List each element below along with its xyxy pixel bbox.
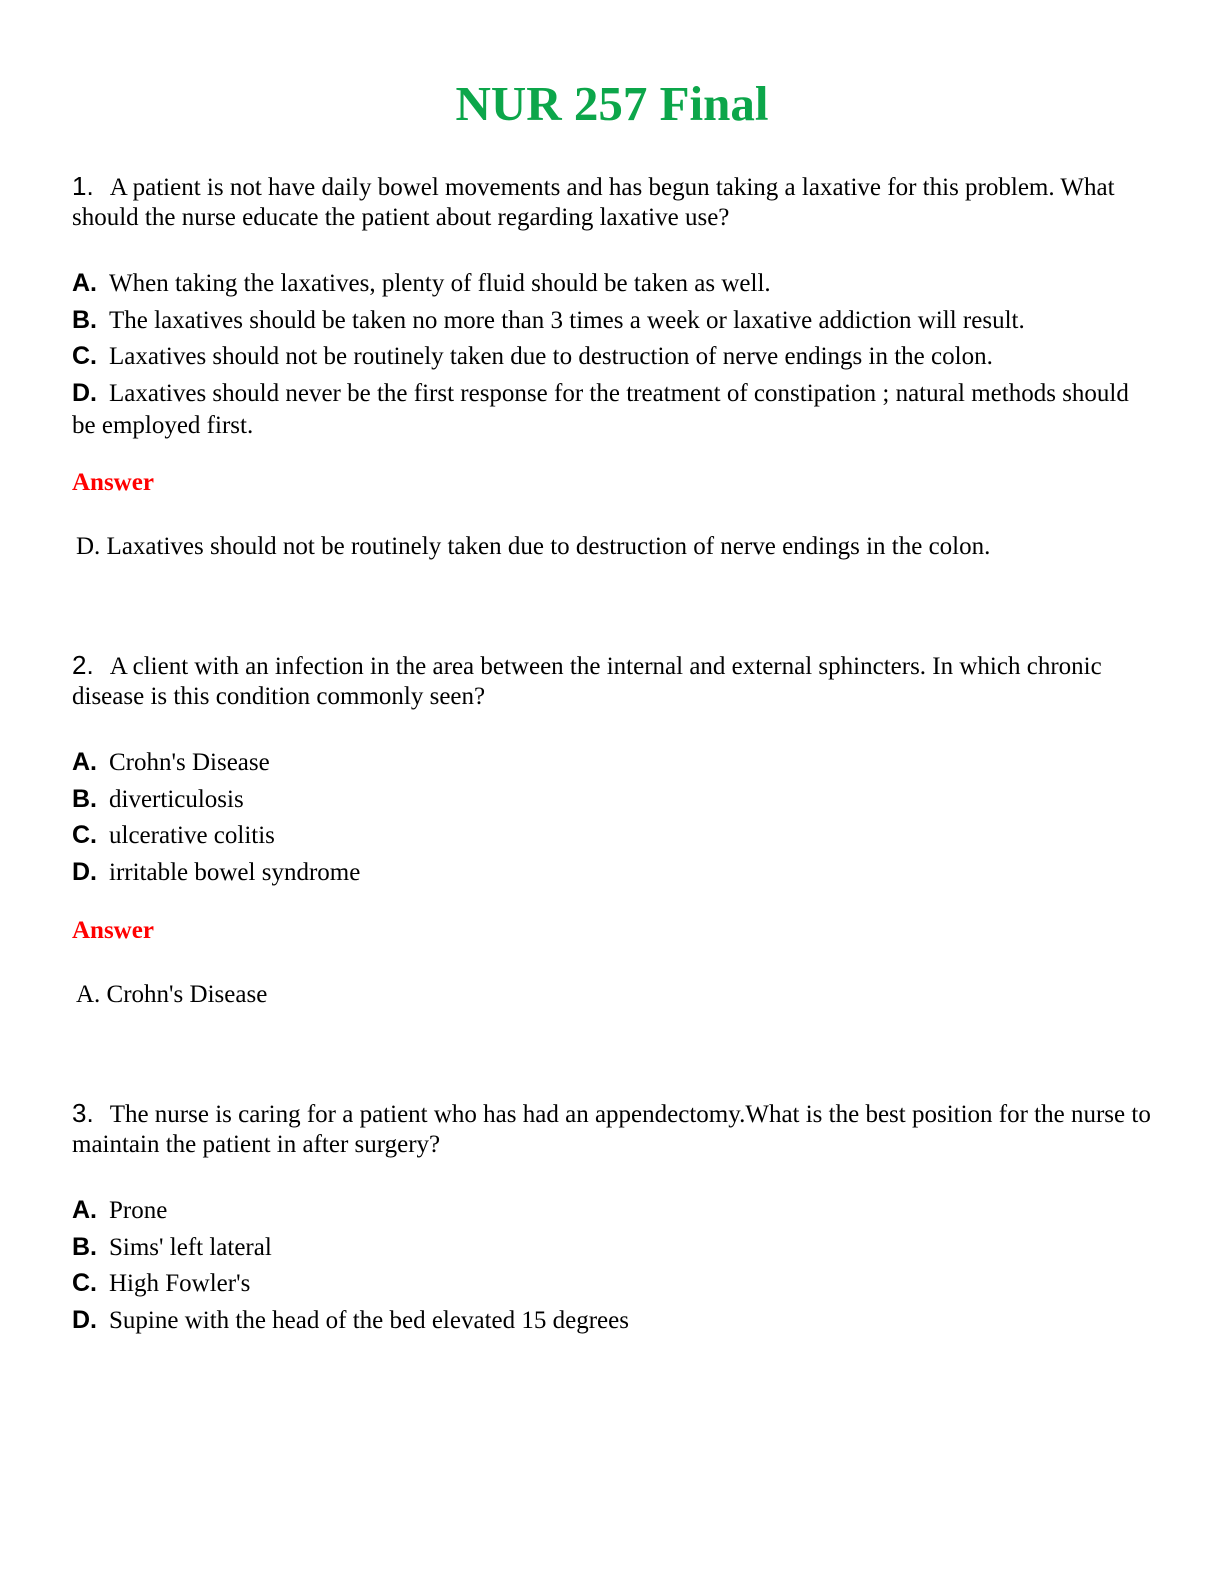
option-d <box>72 856 1152 889</box>
question-3 <box>72 1098 1152 1340</box>
question-number: 3. <box>72 1098 94 1128</box>
option-letter: D. <box>72 378 97 407</box>
option-b <box>72 304 1152 337</box>
option-text: Laxatives should not be routinely taken due to destruction of nerve endings in the colon. <box>109 343 993 370</box>
answer-text-1: D. Laxatives should not be routinely taken due to destruction of nerve endings in the colon. <box>76 533 991 560</box>
question-number: 2. <box>72 650 94 680</box>
option-a <box>72 267 1152 300</box>
option-letter: A. <box>72 748 97 776</box>
question-1 <box>72 171 1152 445</box>
option-text: ulcerative colitis <box>109 822 275 849</box>
question-text: A patient is not have daily bowel movements and has begun taking a laxative for this problem. What should the nurse educate the patient about regarding laxative use? <box>72 174 1115 231</box>
option-letter: C. <box>72 342 97 370</box>
question-stem <box>72 650 1152 712</box>
option-list <box>72 746 1152 889</box>
option-letter: D. <box>72 1305 97 1334</box>
option-a <box>72 1194 1152 1227</box>
option-b <box>72 783 1152 816</box>
option-list <box>72 1194 1152 1337</box>
option-letter: B. <box>72 1232 97 1261</box>
option-letter: A. <box>72 269 97 297</box>
option-text: High Fowler's <box>109 1270 251 1297</box>
option-letter: C. <box>72 821 97 849</box>
option-text: Laxatives should never be the first response for the treatment of constipation ; natural methods should be employed first. <box>72 379 1129 439</box>
question-stem <box>72 171 1152 233</box>
option-text: Crohn's Disease <box>109 749 270 776</box>
option-letter: D. <box>72 857 97 886</box>
option-letter: C. <box>72 1269 97 1297</box>
question-stem <box>72 1098 1152 1160</box>
question-number: 1. <box>72 171 94 201</box>
option-text: Supine with the head of the bed elevated 15 degrees <box>109 1306 629 1334</box>
page-title: NUR 257 Final <box>455 76 769 131</box>
option-letter: B. <box>72 305 97 334</box>
option-c <box>72 819 1152 852</box>
question-2 <box>72 650 1152 892</box>
option-letter: B. <box>72 784 97 813</box>
option-text: Prone <box>109 1197 168 1224</box>
option-text: When taking the laxatives, plenty of fluid should be taken as well. <box>109 270 771 297</box>
answer-text-2: A. Crohn's Disease <box>76 981 268 1008</box>
option-text: Sims' left lateral <box>109 1233 272 1261</box>
option-c <box>72 1267 1152 1300</box>
option-a <box>72 746 1152 779</box>
option-text: The laxatives should be taken no more than 3 times a week or laxative addiction will result. <box>109 306 1025 334</box>
answer-heading-2: Answer <box>72 917 154 944</box>
option-d <box>72 1304 1152 1337</box>
answer-heading-1: Answer <box>72 469 154 496</box>
option-letter: A. <box>72 1196 97 1224</box>
option-c <box>72 340 1152 373</box>
question-text: A client with an infection in the area between the internal and external sphincters. In which chronic disease is this condition commonly seen? <box>72 653 1102 710</box>
option-text: irritable bowel syndrome <box>109 858 361 886</box>
option-d <box>72 377 1152 442</box>
option-list <box>72 267 1152 442</box>
option-b <box>72 1231 1152 1264</box>
question-text: The nurse is caring for a patient who has had an appendectomy.What is the best position for the nurse to maintain the patient in after surgery? <box>72 1101 1151 1158</box>
option-text: diverticulosis <box>109 785 244 813</box>
